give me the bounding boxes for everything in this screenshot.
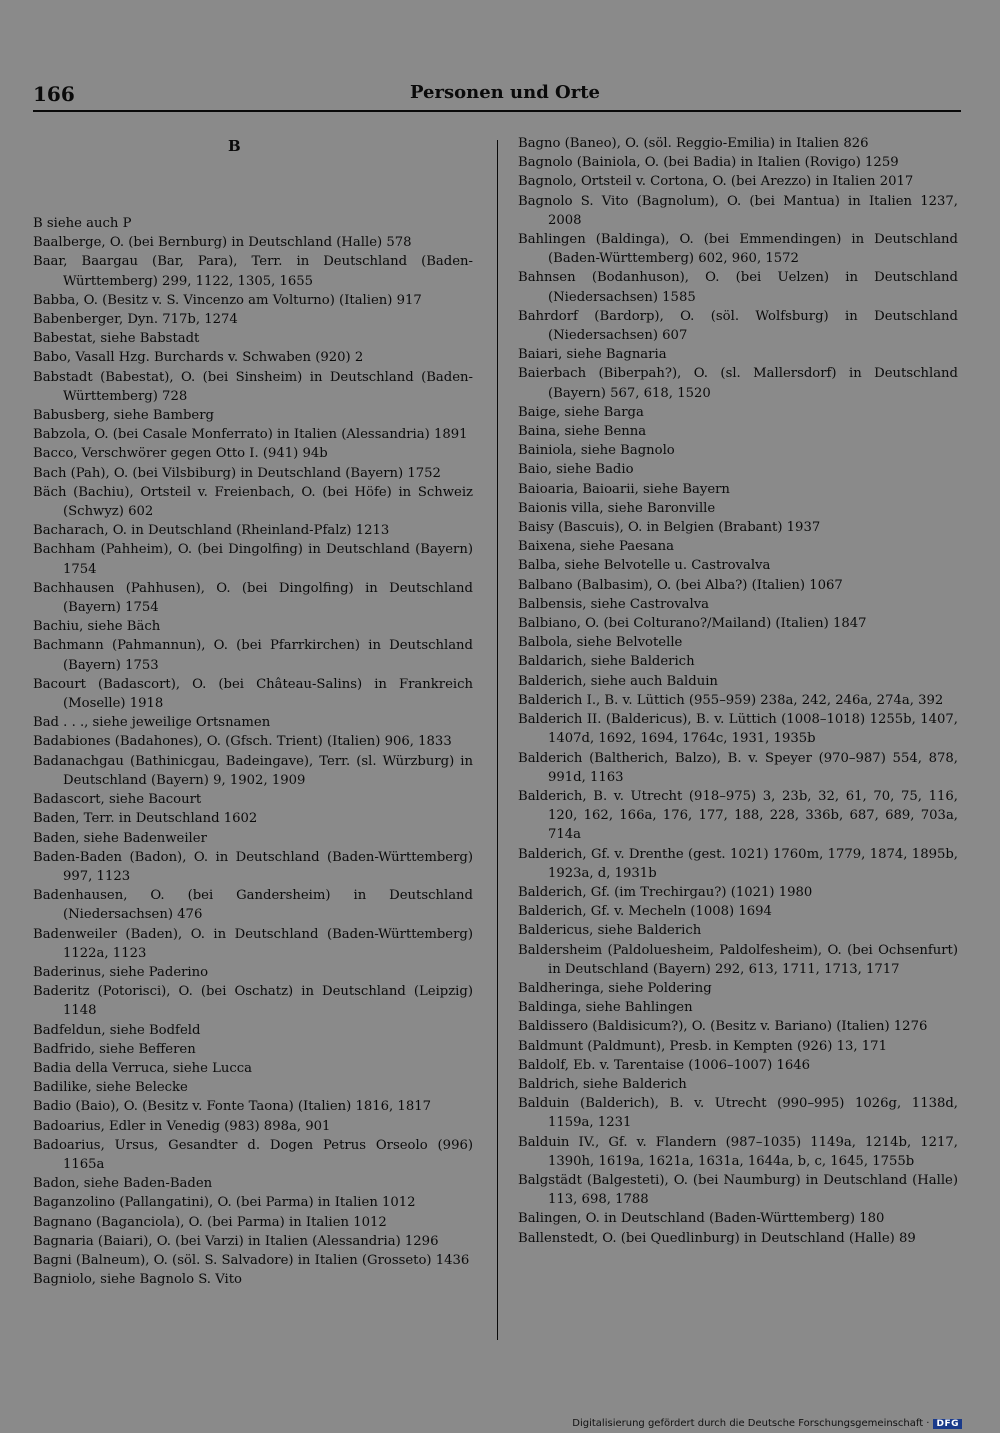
page-header-title: Personen und Orte xyxy=(410,82,600,103)
index-entry: Bachhausen (Pahhusen), O. (bei Dingolfing) in Deutschland (Bayern) 1754 xyxy=(33,580,473,616)
index-entry: Baldinga, siehe Bahlingen xyxy=(518,1000,693,1016)
index-entry: Badio (Baio), O. (Besitz v. Fonte Taona) (Italien) 1816, 1817 xyxy=(33,1099,431,1115)
index-entry: Baganzolino (Pallangatini), O. (bei Parma) in Italien 1012 xyxy=(33,1195,416,1211)
footer xyxy=(572,1418,962,1429)
index-entry: Balingen, O. in Deutschland (Baden-Württemberg) 180 xyxy=(518,1211,885,1227)
index-entry: Bagniolo, siehe Bagnolo S. Vito xyxy=(33,1272,242,1288)
index-entry: Bagnolo, Ortsteil v. Cortona, O. (bei Arezzo) in Italien 2017 xyxy=(518,174,914,190)
index-entry: Bagnolo (Bainiola, O. (bei Badia) in Italien (Rovigo) 1259 xyxy=(518,155,899,171)
index-entry: Bachmann (Pahmannun), O. (bei Pfarrkirchen) in Deutschland (Bayern) 1753 xyxy=(33,638,473,673)
index-entry: Bagno (Baneo), O. (söl. Reggio-Emilia) in Italien 826 xyxy=(518,136,869,151)
index-entry: Baionis villa, siehe Baronville xyxy=(518,500,716,516)
index-entry: Badenweiler (Baden), O. in Deutschland (Baden-Württemberg) 1122a, 1123 xyxy=(33,926,473,961)
index-entry: Baden, Terr. in Deutschland 1602 xyxy=(33,811,258,827)
index-entry: Babstadt (Babestat), O. (bei Sinsheim) in Deutschland (Baden-Württemberg) 728 xyxy=(33,369,473,404)
index-entry: Badilike, siehe Belecke xyxy=(33,1080,188,1096)
section-letter: B xyxy=(228,137,241,155)
index-entry: Bäch (Bachiu), Ortsteil v. Freienbach, O. (bei Höfe) in Schweiz (Schwyz) 602 xyxy=(33,484,473,520)
index-entry: Balderich I., B. v. Lüttich (955–959) 238a, 242, 246a, 274a, 392 xyxy=(518,692,944,708)
index-entry: Balbano (Balbasim), O. (bei Alba?) (Italien) 1067 xyxy=(518,577,843,593)
index-entry: Bad . . ., siehe jeweilige Ortsnamen xyxy=(33,715,271,731)
index-entry: Bacco, Verschwörer gegen Otto I. (941) 94b xyxy=(33,446,328,462)
dfg-logo-icon: DFG xyxy=(933,1419,962,1429)
index-entry: Baldolf, Eb. v. Tarentaise (1006–1007) 1646 xyxy=(518,1057,811,1073)
index-entry: Baige, siehe Barga xyxy=(518,404,644,420)
index-entry: Badoarius, Edler in Venedig (983) 898a, 901 xyxy=(33,1118,331,1134)
right-column xyxy=(518,134,958,1248)
index-entry: Bahnsen (Bodanhuson), O. (bei Uelzen) in Deutschland (Niedersachsen) 1585 xyxy=(518,270,958,305)
index-entry: Bahlingen (Baldinga), O. (bei Emmendingen) in Deutschland (Baden-Württemberg) 602, 960, 1572 xyxy=(518,232,958,267)
column-divider xyxy=(497,140,498,1340)
index-entry: Baldarich, siehe Balderich xyxy=(518,654,695,670)
index-entry: Bacharach, O. in Deutschland (Rheinland-Pfalz) 1213 xyxy=(33,523,390,539)
left-column xyxy=(33,214,473,1289)
index-entry: Bagnaria (Baiari), O. (bei Varzi) in Italien (Alessandria) 1296 xyxy=(33,1233,439,1249)
index-entry: Baldericus, siehe Balderich xyxy=(518,923,702,939)
index-entry: Babba, O. (Besitz v. S. Vincenzo am Volturno) (Italien) 917 xyxy=(33,292,422,308)
index-entry: Bach (Pah), O. (bei Vilsbiburg) in Deutschland (Bayern) 1752 xyxy=(33,465,441,481)
index-entry: Baldersheim (Paldoluesheim, Paldolfesheim), O. (bei Ochsenfurt) in Deutschland (Bayern) 292, 613, 1711, 1713, 1717 xyxy=(518,942,958,977)
index-entry: Balbola, siehe Belvotelle xyxy=(518,635,683,651)
index-entry: Badascort, siehe Bacourt xyxy=(33,792,202,808)
index-entry: Baldrich, siehe Balderich xyxy=(518,1076,687,1092)
index-entry: Baiari, siehe Bagnaria xyxy=(518,347,667,363)
index-entry: Baierbach (Biberpah?), O. (sl. Mallersdorf) in Deutschland (Bayern) 567, 618, 1520 xyxy=(518,366,958,401)
index-entry: Bahrdorf (Bardorp), O. (söl. Wolfsburg) in Deutschland (Niedersachsen) 607 xyxy=(518,308,958,344)
index-entry: Baldheringa, siehe Poldering xyxy=(518,980,712,996)
index-entry: Balderich, Gf. v. Drenthe (gest. 1021) 1760m, 1779, 1874, 1895b, 1923a, d, 1931b xyxy=(518,846,958,881)
index-entry: Balderich (Baltherich, Balzo), B. v. Speyer (970–987) 554, 878, 991d, 1163 xyxy=(518,750,958,785)
index-entry: Baderitz (Potorisci), O. (bei Oschatz) in Deutschland (Leipzig) 1148 xyxy=(33,984,473,1019)
index-entry: Badfeldun, siehe Bodfeld xyxy=(33,1022,201,1038)
index-entry: Bachiu, siehe Bäch xyxy=(33,619,161,635)
index-entry: Balderich, Gf. v. Mecheln (1008) 1694 xyxy=(518,904,772,920)
index-entry: Badon, siehe Baden-Baden xyxy=(33,1176,213,1192)
index-entry: Badoarius, Ursus, Gesandter d. Dogen Petrus Orseolo (996) 1165a xyxy=(33,1137,473,1172)
index-entry: Badanachgau (Bathinicgau, Badeingave), Terr. (sl. Würzburg) in Deutschland (Bayern) 9, 1902, 1909 xyxy=(33,753,473,788)
index-entry: Badia della Verruca, siehe Lucca xyxy=(33,1060,253,1076)
index-entry: Babo, Vasall Hzg. Burchards v. Schwaben (920) 2 xyxy=(33,350,364,366)
index-entry: Bagni (Balneum), O. (söl. S. Salvadore) in Italien (Grosseto) 1436 xyxy=(33,1252,470,1268)
index-entry: Bachham (Pahheim), O. (bei Dingolfing) in Deutschland (Bayern) 1754 xyxy=(33,542,473,577)
index-entry: Balba, siehe Belvotelle u. Castrovalva xyxy=(518,558,771,574)
index-entry: Baldissero (Baldisicum?), O. (Besitz v. Bariano) (Italien) 1276 xyxy=(518,1019,928,1035)
index-entry: Balderich, Gf. (im Trechirgau?) (1021) 1980 xyxy=(518,884,813,900)
index-entry: Balbensis, siehe Castrovalva xyxy=(518,596,710,612)
index-entry: Bagnolo S. Vito (Bagnolum), O. (bei Mantua) in Italien 1237, 2008 xyxy=(518,193,958,228)
index-entry: Badfrido, siehe Befferen xyxy=(33,1041,196,1057)
index-entry: Balbiano, O. (bei Colturano?/Mailand) (Italien) 1847 xyxy=(518,616,867,632)
index-entry: Bagnano (Baganciola), O. (bei Parma) in Italien 1012 xyxy=(33,1214,387,1230)
index-entry: Baalberge, O. (bei Bernburg) in Deutschland (Halle) 578 xyxy=(33,235,412,251)
index-entry: Balduin (Balderich), B. v. Utrecht (990–995) 1026g, 1138d, 1159a, 1231 xyxy=(518,1096,958,1131)
index-entry: Badabiones (Badahones), O. (Gfsch. Trient) (Italien) 906, 1833 xyxy=(33,734,452,750)
page-number: 166 xyxy=(33,82,75,106)
index-entry: Baldmunt (Paldmunt), Presb. in Kempten (926) 13, 171 xyxy=(518,1038,887,1054)
index-entry: Baixena, siehe Paesana xyxy=(518,539,674,555)
index-entry: Balgstädt (Balgesteti), O. (bei Naumburg) in Deutschland (Halle) 113, 698, 1788 xyxy=(518,1172,958,1208)
index-entry: Balderich II. (Baldericus), B. v. Lüttich (1008–1018) 1255b, 1407, 1407d, 1692, 1694, 1764c, 1931, 1935b xyxy=(518,712,958,747)
index-entry: Bacourt (Badascort), O. (bei Château-Salins) in Frankreich (Moselle) 1918 xyxy=(33,676,473,712)
header-rule xyxy=(33,110,961,112)
index-entry: Bainiola, siehe Bagnolo xyxy=(518,443,675,459)
footer-text: Digitalisierung gefördert durch die Deutsche Forschungsgemeinschaft · xyxy=(572,1418,930,1429)
index-entry: Babenberger, Dyn. 717b, 1274 xyxy=(33,312,238,328)
index-entry: Babestat, siehe Babstadt xyxy=(33,331,200,347)
index-entry: Baio, siehe Badio xyxy=(518,462,634,478)
index-entry: Balderich, siehe auch Balduin xyxy=(518,673,718,689)
index-entry: Baina, siehe Benna xyxy=(518,424,647,440)
index-entry: Baisy (Bascuis), O. in Belgien (Brabant) 1937 xyxy=(518,520,821,536)
index-entry: Baden, siehe Badenweiler xyxy=(33,830,207,846)
index-entry: Badenhausen, O. (bei Gandersheim) in Deutschland (Niedersachsen) 476 xyxy=(33,888,473,923)
index-entry: Balderich, B. v. Utrecht (918–975) 3, 23b, 32, 61, 70, 75, 116, 120, 162, 166a, 176, 177, 188, 228, 336b, 687, 689, 703a, 714a xyxy=(518,788,958,843)
index-entry: Babzola, O. (bei Casale Monferrato) in Italien (Alessandria) 1891 xyxy=(33,427,468,443)
index-entry: Baar, Baargau (Bar, Para), Terr. in Deutschland (Baden-Württemberg) 299, 1122, 1305, 1655 xyxy=(33,254,473,289)
index-entry: B siehe auch P xyxy=(33,216,132,231)
index-entry: Baden-Baden (Badon), O. in Deutschland (Baden-Württemberg) 997, 1123 xyxy=(33,849,473,884)
index-entry: Ballenstedt, O. (bei Quedlinburg) in Deutschland (Halle) 89 xyxy=(518,1230,916,1246)
index-entry: Baioaria, Baioarii, siehe Bayern xyxy=(518,481,730,497)
index-entry: Balduin IV., Gf. v. Flandern (987–1035) 1149a, 1214b, 1217, 1390h, 1619a, 1621a, 1631a, 1644a, b, c, 1645, 1755b xyxy=(518,1134,958,1169)
index-entry: Baderinus, siehe Paderino xyxy=(33,964,209,980)
index-entry: Babusberg, siehe Bamberg xyxy=(33,408,214,424)
